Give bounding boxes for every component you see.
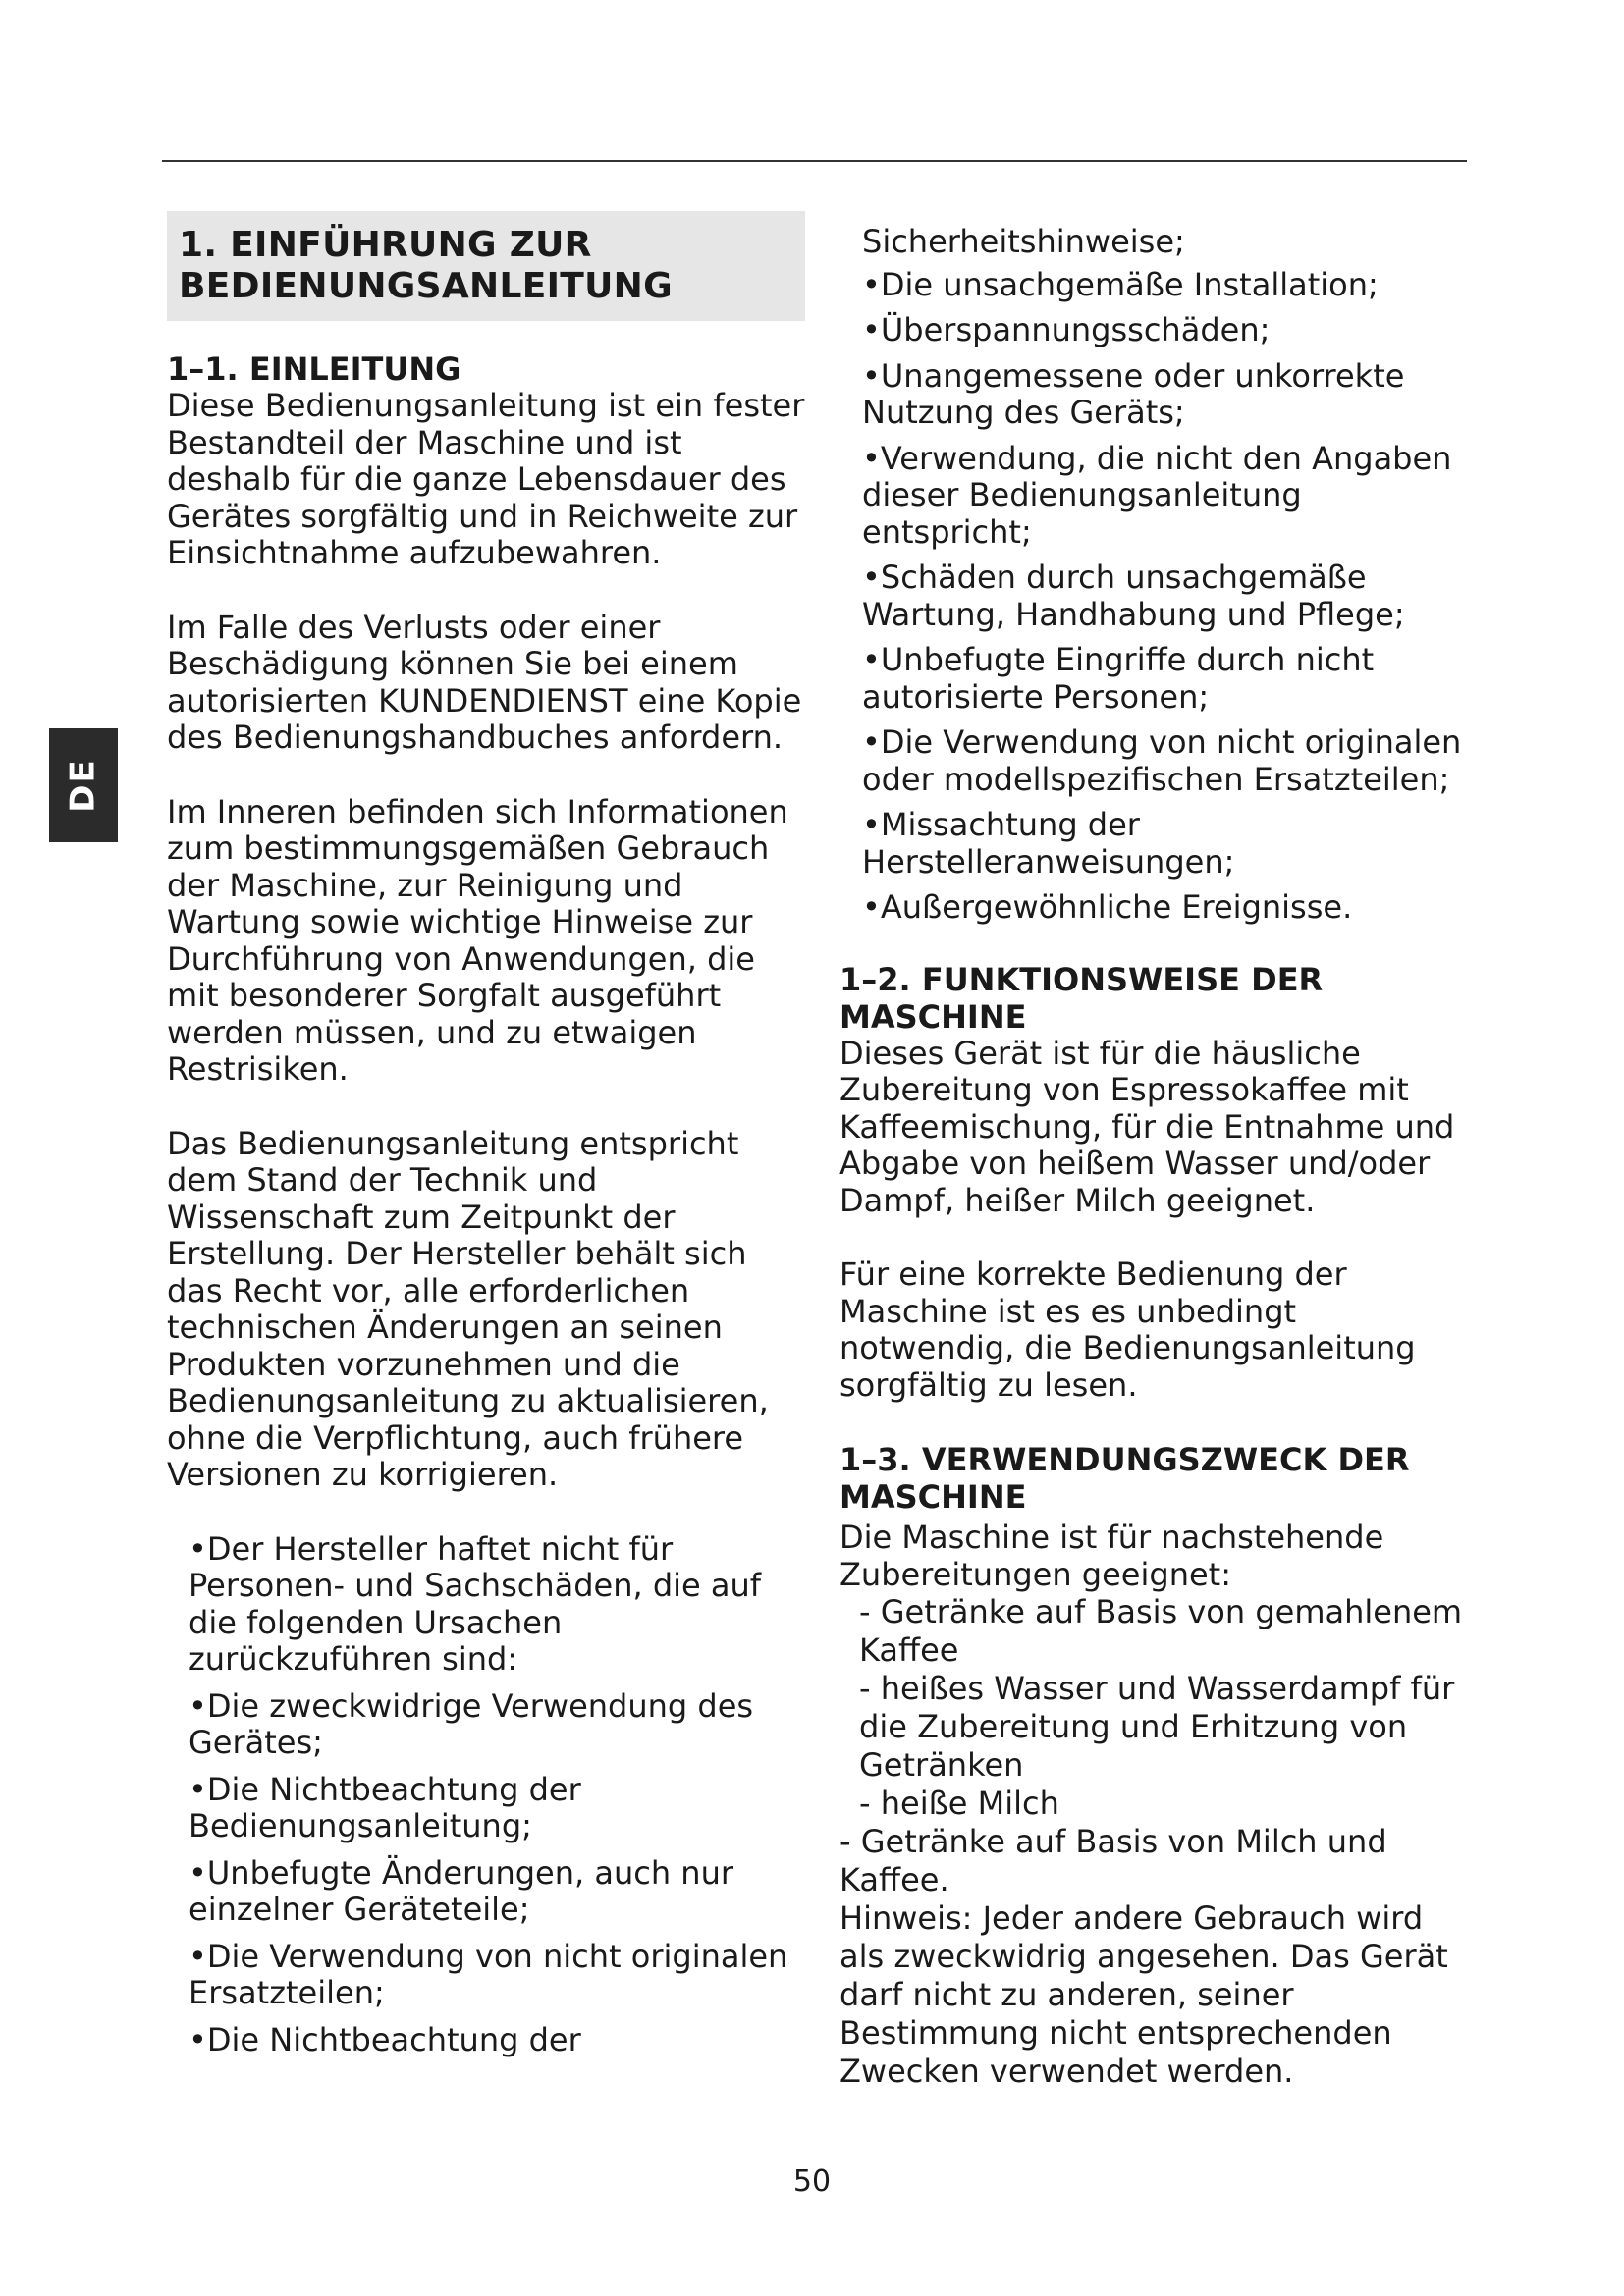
liability-item: •Außergewöhnliche Ereignisse. xyxy=(862,888,1353,926)
liability-item: •Die Nichtbeachtung der xyxy=(189,2020,581,2058)
liability-item: •Überspannungsschäden; xyxy=(862,311,1271,348)
intro-paragraph-3: Im Inneren befinden sich Informationen zum bestimmungsgemäßen Gebrauch der Maschine, zur Reinigung und Wartung sowie wichtige Hinweise zur Durchführung von Anwendungen, die mit besonderer Sorgfalt ausgeführt werden müssen, und zu etwaigen Restrisiken. xyxy=(167,792,788,1088)
function-paragraph-2: Für eine korrekte Bedienung der Maschine ist es es unbedingt notwendig, die Bedienungsanleitung sorgfältig zu lesen. xyxy=(839,1255,1416,1404)
purpose-note: Hinweis: Jeder andere Gebrauch wird als zweckwidrig angesehen. Das Gerät darf nicht zu anderen, seiner Bestimmung nicht entsprechenden Zwecken verwendet werden. xyxy=(839,1899,1448,2090)
liability-item: •Die Nichtbeachtung der Bedienungsanleitung; xyxy=(189,1770,581,1844)
purpose-item: - Getränke auf Basis von gemahlenem Kaffee xyxy=(859,1593,1463,1669)
liability-item: •Unbefugte Änderungen, auch nur einzelner Geräteteile; xyxy=(189,1853,734,1928)
liability-item: •Schäden durch unsachgemäße Wartung, Handhabung und Pflege; xyxy=(862,559,1405,633)
purpose-item: - heiße Milch xyxy=(859,1785,1059,1822)
liability-item: •Unangemessene oder unkorrekte Nutzung des Geräts; xyxy=(862,356,1405,431)
liability-list-continued xyxy=(839,224,1468,927)
liability-item: •Unbefugte Eingriffe durch nicht autorisierte Personen; xyxy=(862,641,1375,716)
intro-paragraph-4: Das Bedienungsanleitung entspricht dem Stand der Technik und Wissenschaft zum Zeitpunkt der Erstellung. Der Hersteller behält sich das Recht vor, alle erforderlichen technischen Änderungen an seinen Produkten vorzunehmen und die Bedienungsanleitung zu aktualisieren, ohne die Verpflichtung, auch frühere Versionen zu korrigieren. xyxy=(167,1124,769,1493)
header-rule xyxy=(162,160,1467,162)
language-tab xyxy=(49,728,118,842)
liability-item: •Die Verwendung von nicht originalen Ersatzteilen; xyxy=(189,1937,788,2011)
function-paragraph-1: Dieses Gerät ist für die häusliche Zubereitung von Espressokaffee mit Kaffeemischung, für die Entnahme und Abgabe von heißem Wasser und/oder Dampf, heißer Milch geeignet. xyxy=(839,1034,1455,1219)
page-number: 50 xyxy=(792,2164,832,2199)
liability-item: •Die zweckwidrige Verwendung des Gerätes; xyxy=(189,1686,754,1761)
language-tab-label: DE xyxy=(63,758,103,813)
right-column xyxy=(839,224,1468,2091)
liability-item: •Der Hersteller haftet nicht für Personen- und Sachschäden, die auf die folgenden Ursachen zurückzuführen sind: xyxy=(189,1529,762,1678)
liability-item: •Verwendung, die nicht den Angaben dieser Bedienungsanleitung entspricht; xyxy=(862,439,1452,551)
intro-paragraph-1: Diese Bedienungsanleitung ist ein fester Bestandteil der Maschine und ist deshalb für die ganze Lebensdauer des Gerätes sorgfältig und in Reichweite zur Einsichtnahme aufzubewahren. xyxy=(167,387,805,571)
liability-item: •Die Verwendung von nicht originalen oder modellspezifischen Ersatzteilen; xyxy=(862,723,1462,798)
intro-paragraph-2: Im Falle des Verlusts oder einer Beschädigung können Sie bei einem autorisierten KUNDENDIENST eine Kopie des Bedienungshandbuches anfordern. xyxy=(167,608,802,756)
purpose-item: - Getränke auf Basis von Milch und Kaffee. xyxy=(839,1823,1387,1898)
section-1-3-heading: 1–3. VERWENDUNGSZWECK DER MASCHINE xyxy=(839,1441,1410,1516)
liability-list xyxy=(167,1531,805,2059)
liability-item: •Die unsachgemäße Installation; xyxy=(862,265,1379,303)
liability-item: •Missachtung der Herstelleranweisungen; xyxy=(862,806,1235,881)
section-1-1-heading: 1–1. EINLEITUNG xyxy=(167,350,461,388)
section-1-2-heading: 1–2. FUNKTIONSWEISE DER MASCHINE xyxy=(839,960,1324,1036)
purpose-item: - heißes Wasser und Wasserdampf für die Zubereitung und Erhitzung von Getränken xyxy=(859,1670,1455,1784)
chapter-title-box xyxy=(167,211,805,321)
chapter-title: 1. EINFÜHRUNG ZUR BEDIENUNGSANLEITUNG xyxy=(179,225,673,306)
purpose-intro: Die Maschine ist für nachstehende Zubereitungen geeignet: xyxy=(839,1519,1384,1593)
left-column xyxy=(167,211,805,2068)
liability-item-continuation: Sicherheitshinweise; xyxy=(862,223,1185,260)
